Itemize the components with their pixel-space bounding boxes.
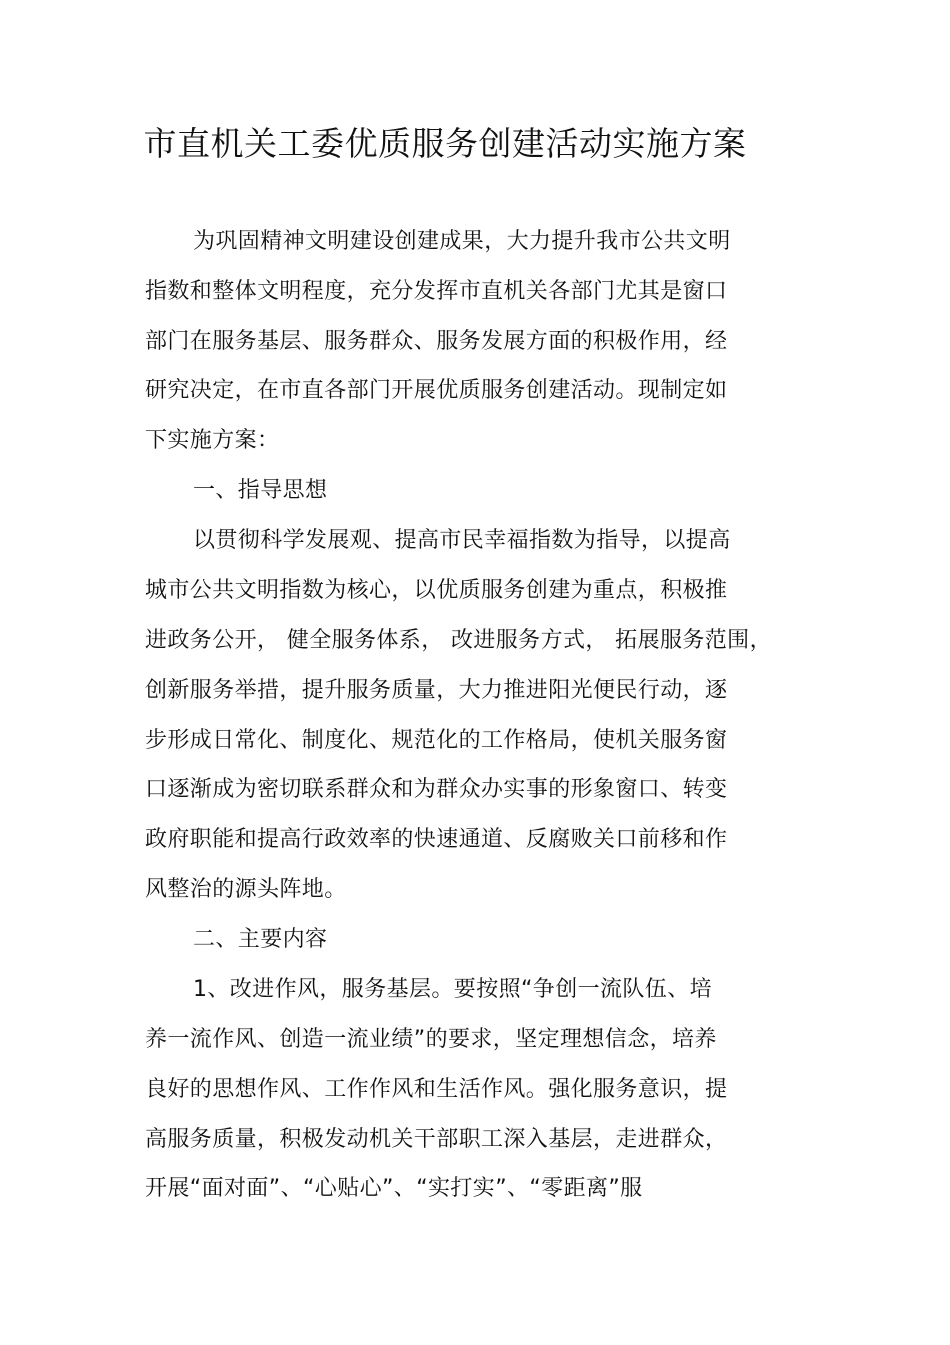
paragraph-line: 口逐渐成为密切联系群众和为群众办实事的形象窗口、转变 [145,777,728,802]
paragraph-line: 开展“面对面”、“心贴心”、“实打实”、“零距离”服 [145,1176,643,1201]
paragraph-line: 部门在服务基层、服务群众、服务发展方面的积极作用，经 [145,329,728,354]
section-heading: 二、主要内容 [193,927,328,952]
paragraph-line: 步形成日常化、制度化、规范化的工作格局，使机关服务窗 [145,728,728,753]
paragraph-line: 养一流作风、创造一流业绩”的要求，坚定理想信念，培养 [145,1027,717,1052]
paragraph-line: 研究决定，在市直各部门开展优质服务创建活动。现制定如 [145,378,728,403]
section-heading: 一、指导思想 [193,478,328,503]
paragraph-line: 以贯彻科学发展观、提高市民幸福指数为指导，以提高 [193,528,731,553]
paragraph-line: 1、改进作风，服务基层。要按照“争创一流队伍、培 [193,977,712,1002]
document-title: 市直机关工委优质服务创建活动实施方案 [143,124,747,163]
paragraph-line: 指数和整体文明程度，充分发挥市直机关各部门尤其是窗口 [145,279,728,304]
paragraph-line: 政府职能和提高行政效率的快速通道、反腐败关口前移和作 [145,827,728,852]
paragraph-line: 下实施方案： [145,428,280,453]
paragraph-line: 城市公共文明指数为核心，以优质服务创建为重点，积极推 [145,578,728,603]
paragraph-line: 为巩固精神文明建设创建成果，大力提升我市公共文明 [193,229,731,254]
paragraph-line: 进政务公开， 健全服务体系， 改进服务方式， 拓展服务范围， [145,628,772,653]
paragraph-line: 良好的思想作风、工作作风和生活作风。强化服务意识，提 [145,1077,728,1102]
paragraph-line: 风整治的源头阵地。 [145,877,347,902]
paragraph-line: 创新服务举措，提升服务质量，大力推进阳光便民行动，逐 [145,678,728,703]
paragraph-line: 高服务质量，积极发动机关干部职工深入基层，走进群众， [145,1127,728,1152]
